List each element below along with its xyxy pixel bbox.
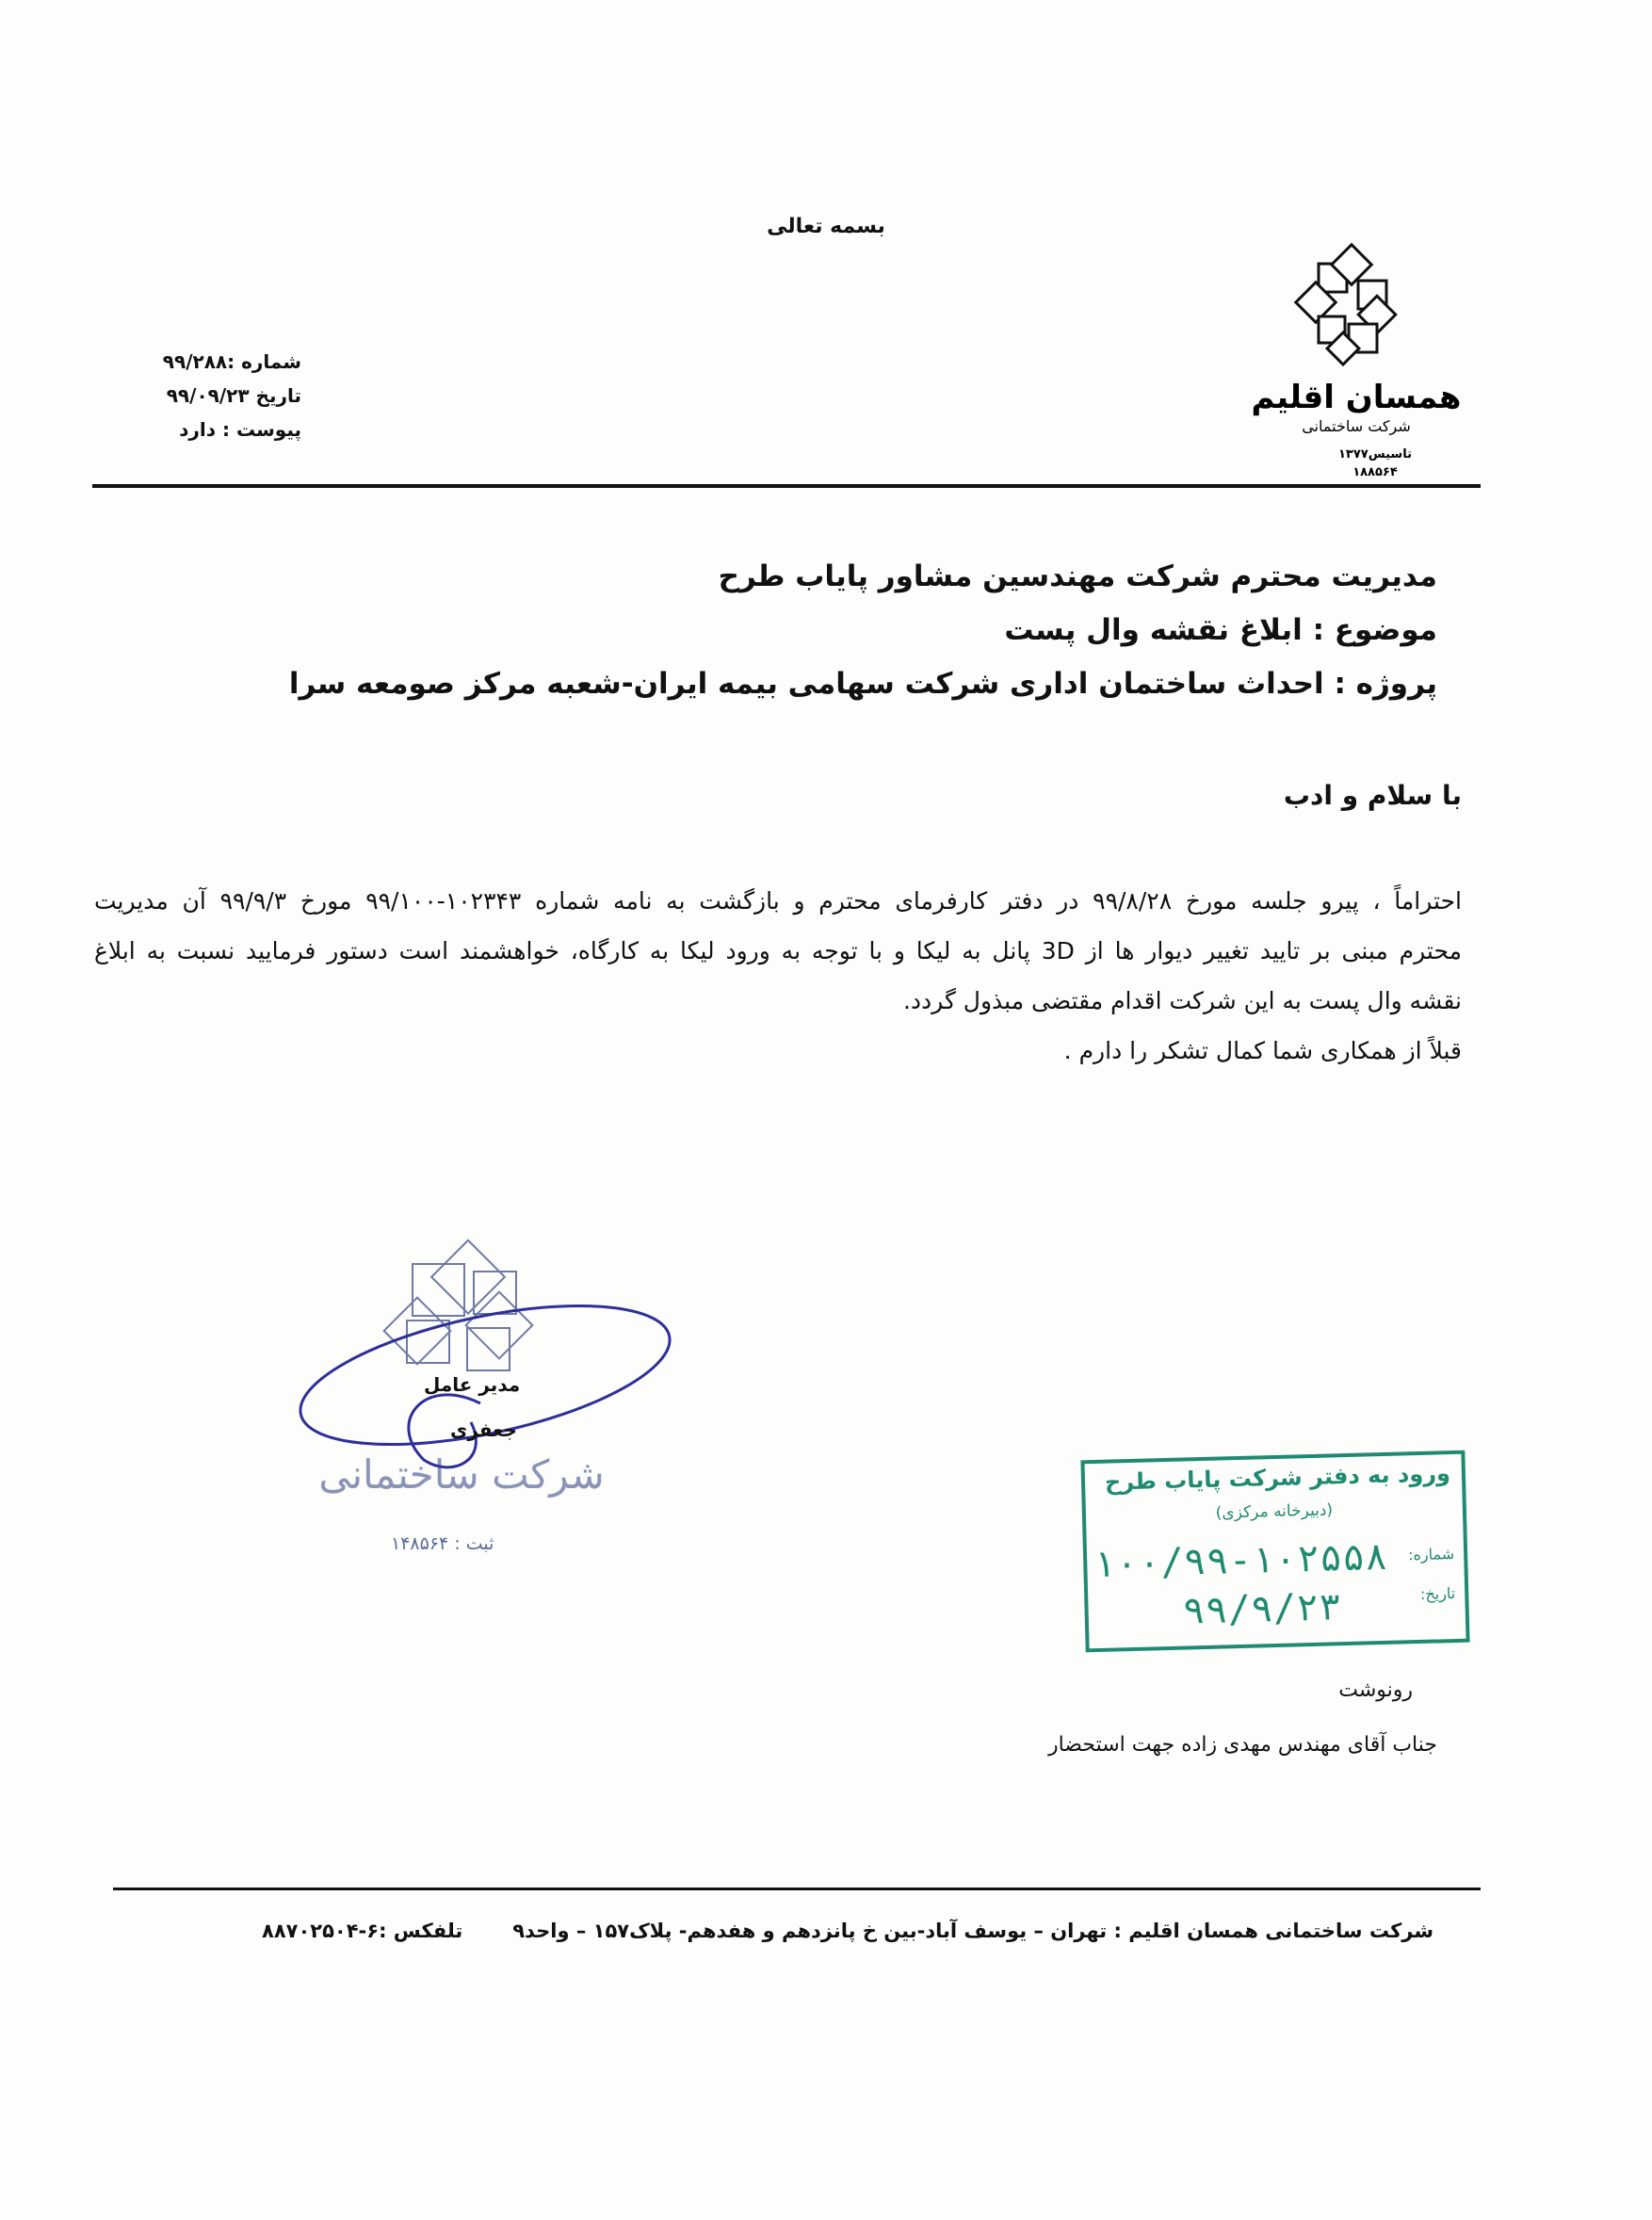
letter-body [94, 876, 1462, 1076]
stamp-date-label: تاریخ: [1419, 1584, 1456, 1603]
body-line: نقشه وال پست به این شرکت اقدام مقتضی مبذول گردد. [902, 987, 1462, 1014]
recipient: مدیریت محترم شرکت مهندسین مشاور پایاب طرح [718, 559, 1437, 593]
invocation: بسمه تعالی [767, 215, 885, 238]
cc-recipient: جناب آقای مهندس مهدی زاده جهت استحضار [1047, 1733, 1437, 1757]
letter-attachment: پیوست : دارد [179, 418, 301, 441]
footer-address: شرکت ساختمانی همسان اقلیم : تهران – یوسف آباد-بین خ پانزدهم و هفدهم- پلاک۱۵۷ – واحد۹ [512, 1920, 1433, 1942]
logo-subtitle: شرکت ساختمانی [1302, 417, 1411, 435]
signer-name: جعفری [450, 1418, 517, 1441]
cc-label: رونوشت [1338, 1678, 1413, 1702]
stamp-date-value: ۹۹/۹/۲۳ [1182, 1585, 1342, 1633]
letter-meta [151, 345, 301, 446]
stamp-number-value: ۱۰۰/۹۹-۱۰۲۵۵۸ [1092, 1534, 1388, 1587]
body-line: احتراماً ، پیرو جلسه مورخ ۹۹/۸/۲۸ در دفتر کارفرمای محترم و بازگشت به نامه شماره ۱۰۲۳۴۳-۹۹/۱۰۰ مورخ ۹۹/۹/۳ آن مدیریت [94, 887, 1462, 915]
body-line: محترم مبنی بر تایید تغییر دیوار ها از 3D پانل به لیکا و با توجه به ورود لیکا به کارگاه، خواهشمند است دستور فرمایید نسبت به ابلاغ [94, 937, 1463, 964]
logo-squares-icon [1251, 243, 1462, 479]
signer-title: مدیر عامل [424, 1373, 521, 1396]
letter-number: شماره :۹۹/۲۸۸ [162, 350, 301, 373]
stamp-subtitle: (دبیرخانه مرکزی) [1215, 1500, 1334, 1523]
stamp-title: ورود به دفتر شرکت پایاب طرح [1104, 1460, 1451, 1496]
project: پروژه : احداث ساختمان اداری شرکت سهامی بیمه ایران-شعبه مرکز صومعه سرا [288, 667, 1437, 701]
receipt-stamp [1080, 1450, 1469, 1653]
company-logo [1251, 243, 1462, 479]
svg-text:شرکت ساختمانی: شرکت ساختمانی [318, 1451, 605, 1498]
header-divider [92, 484, 1481, 488]
logo-wordmark: همسان اقلیم [1251, 379, 1462, 416]
seal-registration: ثبت : ۱۴۸۵۶۴ [391, 1533, 494, 1554]
logo-founded: تاسیس۱۳۷۷ [1338, 447, 1412, 462]
subject: موضوع : ابلاغ نقشه وال پست [1004, 613, 1437, 647]
footer-telfax: تلفکس :۶-۸۸۷۰۲۵۰۴ [262, 1920, 463, 1942]
body-line: قبلاً از همکاری شما کمال تشکر را دارم . [1063, 1037, 1462, 1064]
letter-date: تاریخ ۹۹/۰۹/۲۳ [166, 384, 301, 407]
footer-divider [113, 1888, 1481, 1890]
logo-reg: ۱۸۸۵۶۴ [1352, 465, 1398, 479]
addressee-block [289, 550, 1437, 711]
stamp-number-label: شماره: [1407, 1545, 1455, 1564]
seal-graphic-icon [283, 1234, 678, 1564]
greeting: با سلام و ادب [1283, 780, 1462, 811]
signature-seal [283, 1234, 678, 1564]
